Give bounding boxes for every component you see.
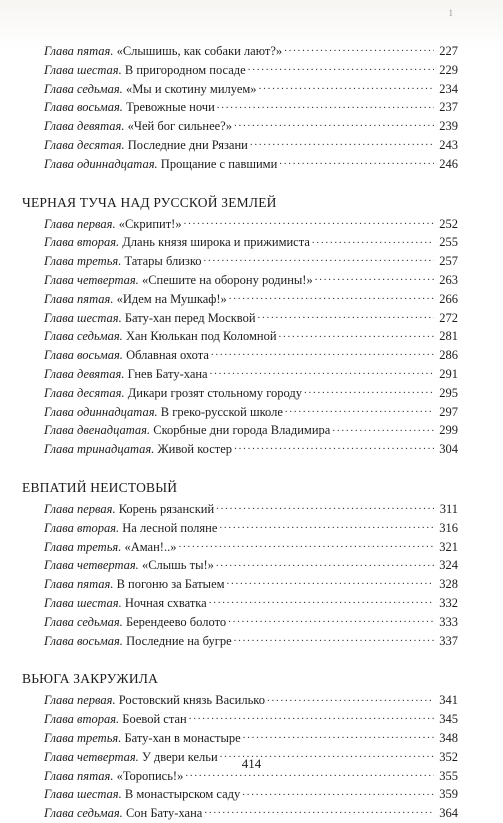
page-number: 414 <box>241 756 262 771</box>
chapter-title: Дикари грозят стольному городу <box>127 385 303 400</box>
page-ref: 255 <box>439 235 458 250</box>
page-ref: 295 <box>439 385 458 400</box>
page-ref: 324 <box>439 558 458 573</box>
toc-entry <box>44 729 458 748</box>
toc-entry <box>44 327 458 346</box>
toc-entry <box>44 613 458 632</box>
page-ref: 304 <box>439 442 458 457</box>
chapter-title: На лесной поляне <box>122 520 218 535</box>
dot-leader <box>284 43 434 55</box>
chapter-label: Глава пятая. <box>44 44 114 58</box>
toc-entry <box>44 691 458 710</box>
chapter-label: Глава вторая. <box>44 712 120 727</box>
dot-leader <box>242 786 434 798</box>
chapter-title: Прощание с павшими <box>160 156 278 171</box>
toc-entry <box>44 384 458 403</box>
chapter-label: Глава восьмая. <box>44 633 123 648</box>
chapter-title: В монастырском саду <box>124 787 241 802</box>
toc-entry <box>44 155 458 174</box>
chapter-label: Глава тринадцатая. <box>44 442 155 457</box>
chapter-title: В греко-русской школе <box>160 404 283 419</box>
toc-section <box>22 477 458 650</box>
chapter-label: Глава шестая. <box>44 595 122 610</box>
toc-section <box>26 42 458 174</box>
chapter-title: Последние на бугре <box>126 633 232 648</box>
page-ref: 333 <box>439 614 458 629</box>
page-ref: 272 <box>439 310 458 325</box>
toc-entry <box>44 594 458 613</box>
page-ref: 352 <box>439 749 458 764</box>
chapter-title: В погоню за Батыем <box>116 577 225 592</box>
dot-leader <box>315 272 434 284</box>
chapter-title: Ростовский князь Василько <box>118 693 265 708</box>
page-ref: 229 <box>439 62 458 77</box>
chapter-title: Боевой стан <box>122 712 187 727</box>
dot-leader <box>217 99 434 111</box>
dot-leader <box>210 366 434 378</box>
page-ref: 237 <box>439 100 458 115</box>
toc-entry <box>44 136 458 155</box>
dot-leader <box>234 118 434 130</box>
page-ref: 252 <box>439 216 458 231</box>
chapter-label: Глава четвертая. <box>44 272 139 287</box>
chapter-title: Скорбные дни города Владимира <box>153 423 331 438</box>
chapter-label: Глава восьмая. <box>44 348 123 363</box>
chapter-label: Глава одиннадцатая. <box>44 156 158 171</box>
dot-leader <box>312 234 434 246</box>
chapter-title: Берендеево болото <box>125 614 227 629</box>
dot-leader <box>189 711 434 723</box>
toc-entry <box>44 710 458 729</box>
chapter-title: «Скрипит!» <box>118 216 182 231</box>
dot-leader <box>234 633 434 645</box>
toc-entry <box>44 215 458 234</box>
toc-entry <box>44 290 458 309</box>
chapter-title: В пригородном посаде <box>124 62 246 77</box>
chapter-label: Глава седьмая. <box>44 806 123 821</box>
section-title: ЕВПАТИЙ НЕИСТОВЫЙ <box>22 479 178 495</box>
section-title: ЧЕРНАЯ ТУЧА НАД РУССКОЙ ЗЕМЛЕЙ <box>22 194 277 210</box>
page-ref: 316 <box>439 520 458 535</box>
dot-leader <box>216 501 434 513</box>
chapter-label: Глава первая. <box>44 216 116 231</box>
toc-entry <box>44 403 458 422</box>
chapter-label: Глава одиннадцатая. <box>44 404 158 419</box>
page-ref: 239 <box>439 119 458 134</box>
page-ref: 234 <box>439 81 458 96</box>
chapter-title: Тревожные ночи <box>126 100 215 115</box>
chapter-label: Глава первая. <box>44 693 116 708</box>
chapter-label: Глава четвертая. <box>44 749 139 764</box>
dot-leader <box>279 156 434 168</box>
page-ref: 243 <box>439 137 458 152</box>
chapter-label: Глава десятая. <box>44 385 125 400</box>
page-ref: 263 <box>439 272 458 287</box>
chapter-title: Бату-хан перед Москвой <box>124 310 256 325</box>
page-ref: 337 <box>439 633 458 648</box>
section-gap <box>26 459 458 477</box>
chapter-title: «Чей бог сильнее?» <box>127 119 232 134</box>
chapter-label: Глава четвертая. <box>44 558 139 573</box>
dot-leader <box>209 595 434 607</box>
chapter-title: «Спешите на оборону родины!» <box>141 272 313 287</box>
chapter-title: Татары близко <box>124 254 202 269</box>
chapter-title: Хан Кюлькан под Коломной <box>125 329 277 344</box>
chapter-title: Ночная схватка <box>124 595 207 610</box>
toc-entry <box>44 252 458 271</box>
toc-entry <box>44 538 458 557</box>
toc-entry <box>44 61 458 80</box>
page-ref: 281 <box>439 329 458 344</box>
chapter-label: Глава седьмая. <box>44 81 123 96</box>
toc-entry <box>44 42 458 61</box>
chapter-title: Бату-хан в монастыре <box>124 730 241 745</box>
dot-leader <box>243 730 434 742</box>
dot-leader <box>267 692 434 704</box>
toc-entry <box>44 80 458 99</box>
chapter-label: Глава пятая. <box>44 768 114 783</box>
page-ref: 359 <box>439 787 458 802</box>
page-ref: 257 <box>439 254 458 269</box>
page-ref: 364 <box>439 806 458 821</box>
dot-leader <box>227 576 434 588</box>
chapter-title: «Торопись!» <box>116 768 184 783</box>
chapter-title: Облавная охота <box>126 348 209 363</box>
page-ref: 297 <box>439 404 458 419</box>
page-ref: 311 <box>439 501 458 516</box>
chapter-label: Глава третья. <box>44 539 122 554</box>
chapter-label: Глава седьмая. <box>44 329 123 344</box>
chapter-label: Глава десятая. <box>44 137 125 152</box>
chapter-title: Живой костер <box>157 442 233 457</box>
page-ref: 299 <box>439 423 458 438</box>
chapter-title: «Аман!..» <box>124 539 177 554</box>
chapter-title: «Идем на Мушкаф!» <box>116 291 227 306</box>
dot-leader <box>184 216 434 228</box>
dot-leader <box>229 291 434 303</box>
chapter-label: Глава шестая. <box>44 310 122 325</box>
toc-entry <box>44 117 458 136</box>
toc-entry <box>44 271 458 290</box>
toc-entry <box>44 440 458 459</box>
chapter-title: У двери кельи <box>141 749 218 764</box>
page-ref: 246 <box>439 156 458 171</box>
dot-leader <box>228 614 434 626</box>
toc-entry <box>44 365 458 384</box>
chapter-title: «Слышишь, как собаки лают?» <box>116 44 283 58</box>
chapter-title: Последние дни Рязани <box>127 137 248 152</box>
page-ref: 355 <box>439 768 458 783</box>
toc-section <box>22 668 458 823</box>
dot-leader <box>178 539 434 551</box>
chapter-title: «Мы и скотину милуем» <box>125 81 257 96</box>
page-ref: 291 <box>439 366 458 381</box>
chapter-label: Глава девятая. <box>44 119 125 134</box>
page-ref: 286 <box>439 348 458 363</box>
chapter-label: Глава третья. <box>44 254 122 269</box>
dot-leader <box>234 441 434 453</box>
page-ref: 345 <box>439 712 458 727</box>
toc-entry <box>44 421 458 440</box>
dot-leader <box>259 81 434 93</box>
toc-section <box>22 192 458 459</box>
toc-entry <box>44 632 458 651</box>
dot-leader <box>219 520 434 532</box>
chapter-label: Глава пятая. <box>44 291 114 306</box>
dot-leader <box>216 557 434 569</box>
table-of-contents <box>22 42 458 823</box>
toc-entry <box>44 575 458 594</box>
chapter-label: Глава третья. <box>44 730 122 745</box>
section-title: ВЬЮГА ЗАКРУЖИЛА <box>22 671 159 687</box>
toc-entry <box>44 98 458 117</box>
dot-leader <box>285 404 434 416</box>
chapter-title: Гнев Бату-хана <box>127 366 208 381</box>
toc-entry <box>44 519 458 538</box>
corner-mark: 1 <box>448 8 453 18</box>
page-ref: 341 <box>439 693 458 708</box>
section-gap <box>26 650 458 668</box>
dot-leader <box>250 137 434 149</box>
toc-entry <box>44 556 458 575</box>
page-ref: 328 <box>439 577 458 592</box>
chapter-title: Корень рязанский <box>118 501 215 516</box>
chapter-label: Глава двенадцатая. <box>44 423 151 438</box>
page-ref: 332 <box>439 595 458 610</box>
chapter-label: Глава шестая. <box>44 787 122 802</box>
dot-leader <box>204 253 434 265</box>
chapter-title: «Слышь ты!» <box>141 558 214 573</box>
chapter-label: Глава вторая. <box>44 520 120 535</box>
chapter-label: Глава первая. <box>44 501 116 516</box>
chapter-label: Глава девятая. <box>44 366 125 381</box>
page-ref: 321 <box>439 539 458 554</box>
toc-entry <box>44 346 458 365</box>
toc-entry <box>44 309 458 328</box>
page-ref: 266 <box>439 291 458 306</box>
toc-entry <box>44 785 458 804</box>
dot-leader <box>279 328 434 340</box>
chapter-label: Глава шестая. <box>44 62 122 77</box>
dot-leader <box>248 62 434 74</box>
page-ref: 227 <box>439 44 458 58</box>
toc-entry <box>44 500 458 519</box>
dot-leader <box>332 422 434 434</box>
dot-leader <box>211 347 434 359</box>
chapter-title: Длань князя широка и прижимиста <box>122 235 310 250</box>
dot-leader <box>258 310 434 322</box>
chapter-title: Сон Бату-хана <box>125 806 203 821</box>
page-ref: 348 <box>439 730 458 745</box>
chapter-label: Глава вторая. <box>44 235 120 250</box>
dot-leader <box>304 385 434 397</box>
chapter-label: Глава восьмая. <box>44 100 123 115</box>
chapter-label: Глава пятая. <box>44 577 114 592</box>
toc-entry <box>44 233 458 252</box>
chapter-label: Глава седьмая. <box>44 614 123 629</box>
section-gap <box>26 174 458 192</box>
